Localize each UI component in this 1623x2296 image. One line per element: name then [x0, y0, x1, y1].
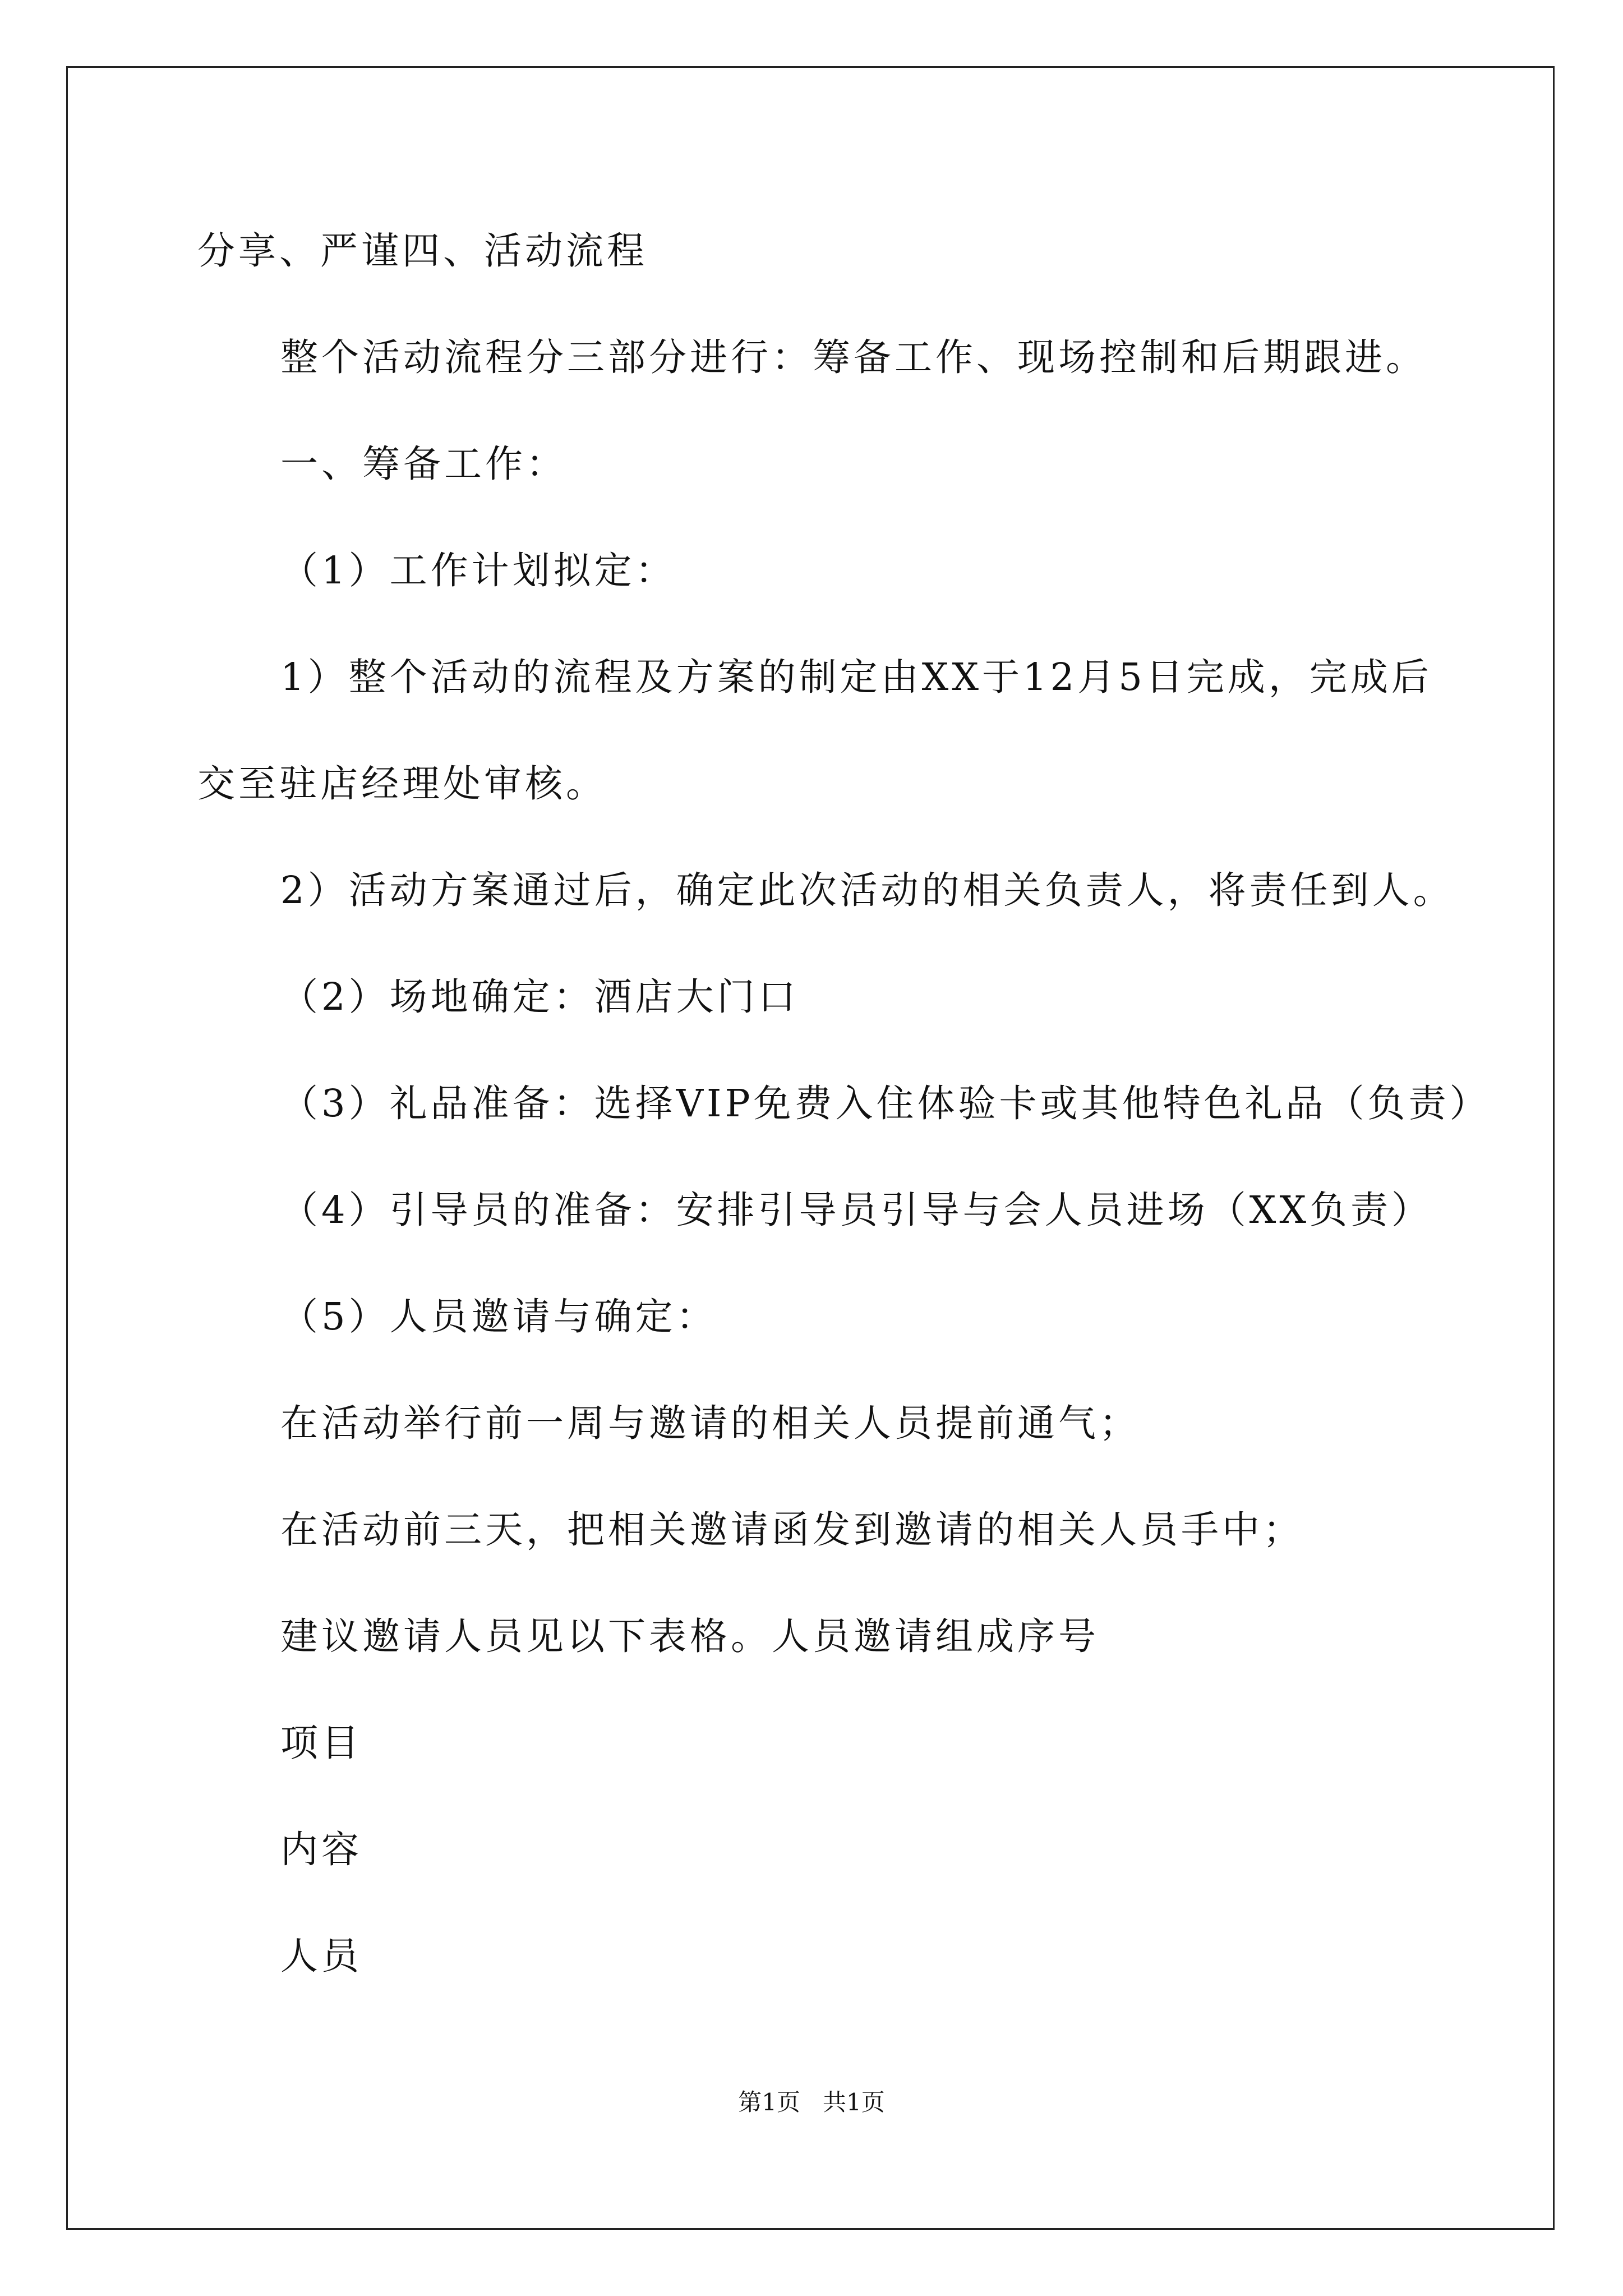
text-line-16: 内容: [280, 1828, 362, 1871]
text-line-1: 分享、严谨四、活动流程: [197, 229, 648, 273]
text-line-15: 项目: [280, 1721, 362, 1765]
text-line-17: 人员: [280, 1934, 362, 1978]
text-line-3: 一、筹备工作：: [280, 442, 567, 486]
text-line-10: （4）引导员的准备：安排引导员引导与会人员进场（XX负责）: [280, 1188, 1433, 1232]
text-line-8: （2）场地确定：酒店大门口: [280, 975, 799, 1019]
text-line-9: （3）礼品准备：选择VIP免费入住体验卡或其他特色礼品（负责）: [280, 1082, 1491, 1125]
text-line-12: 在活动举行前一周与邀请的相关人员提前通气；: [280, 1401, 1140, 1445]
text-line-11: （5）人员邀请与确定：: [280, 1295, 717, 1338]
page-border: [66, 66, 1555, 2230]
text-line-2: 整个活动流程分三部分进行：筹备工作、现场控制和后期跟进。: [280, 335, 1427, 379]
text-line-5: 1）整个活动的流程及方案的制定由XX于12月5日完成，完成后: [280, 655, 1432, 699]
text-line-6: 交至驻店经理处审核。: [197, 762, 607, 806]
text-line-13: 在活动前三天，把相关邀请函发到邀请的相关人员手中；: [280, 1508, 1304, 1552]
text-line-14: 建议邀请人员见以下表格。人员邀请组成序号: [280, 1614, 1099, 1658]
text-line-4: （1）工作计划拟定：: [280, 549, 676, 592]
text-line-7: 2）活动方案通过后，确定此次活动的相关负责人，将责任到人。: [280, 868, 1454, 912]
page-number-footer: 第1页 共1页: [738, 2088, 885, 2116]
